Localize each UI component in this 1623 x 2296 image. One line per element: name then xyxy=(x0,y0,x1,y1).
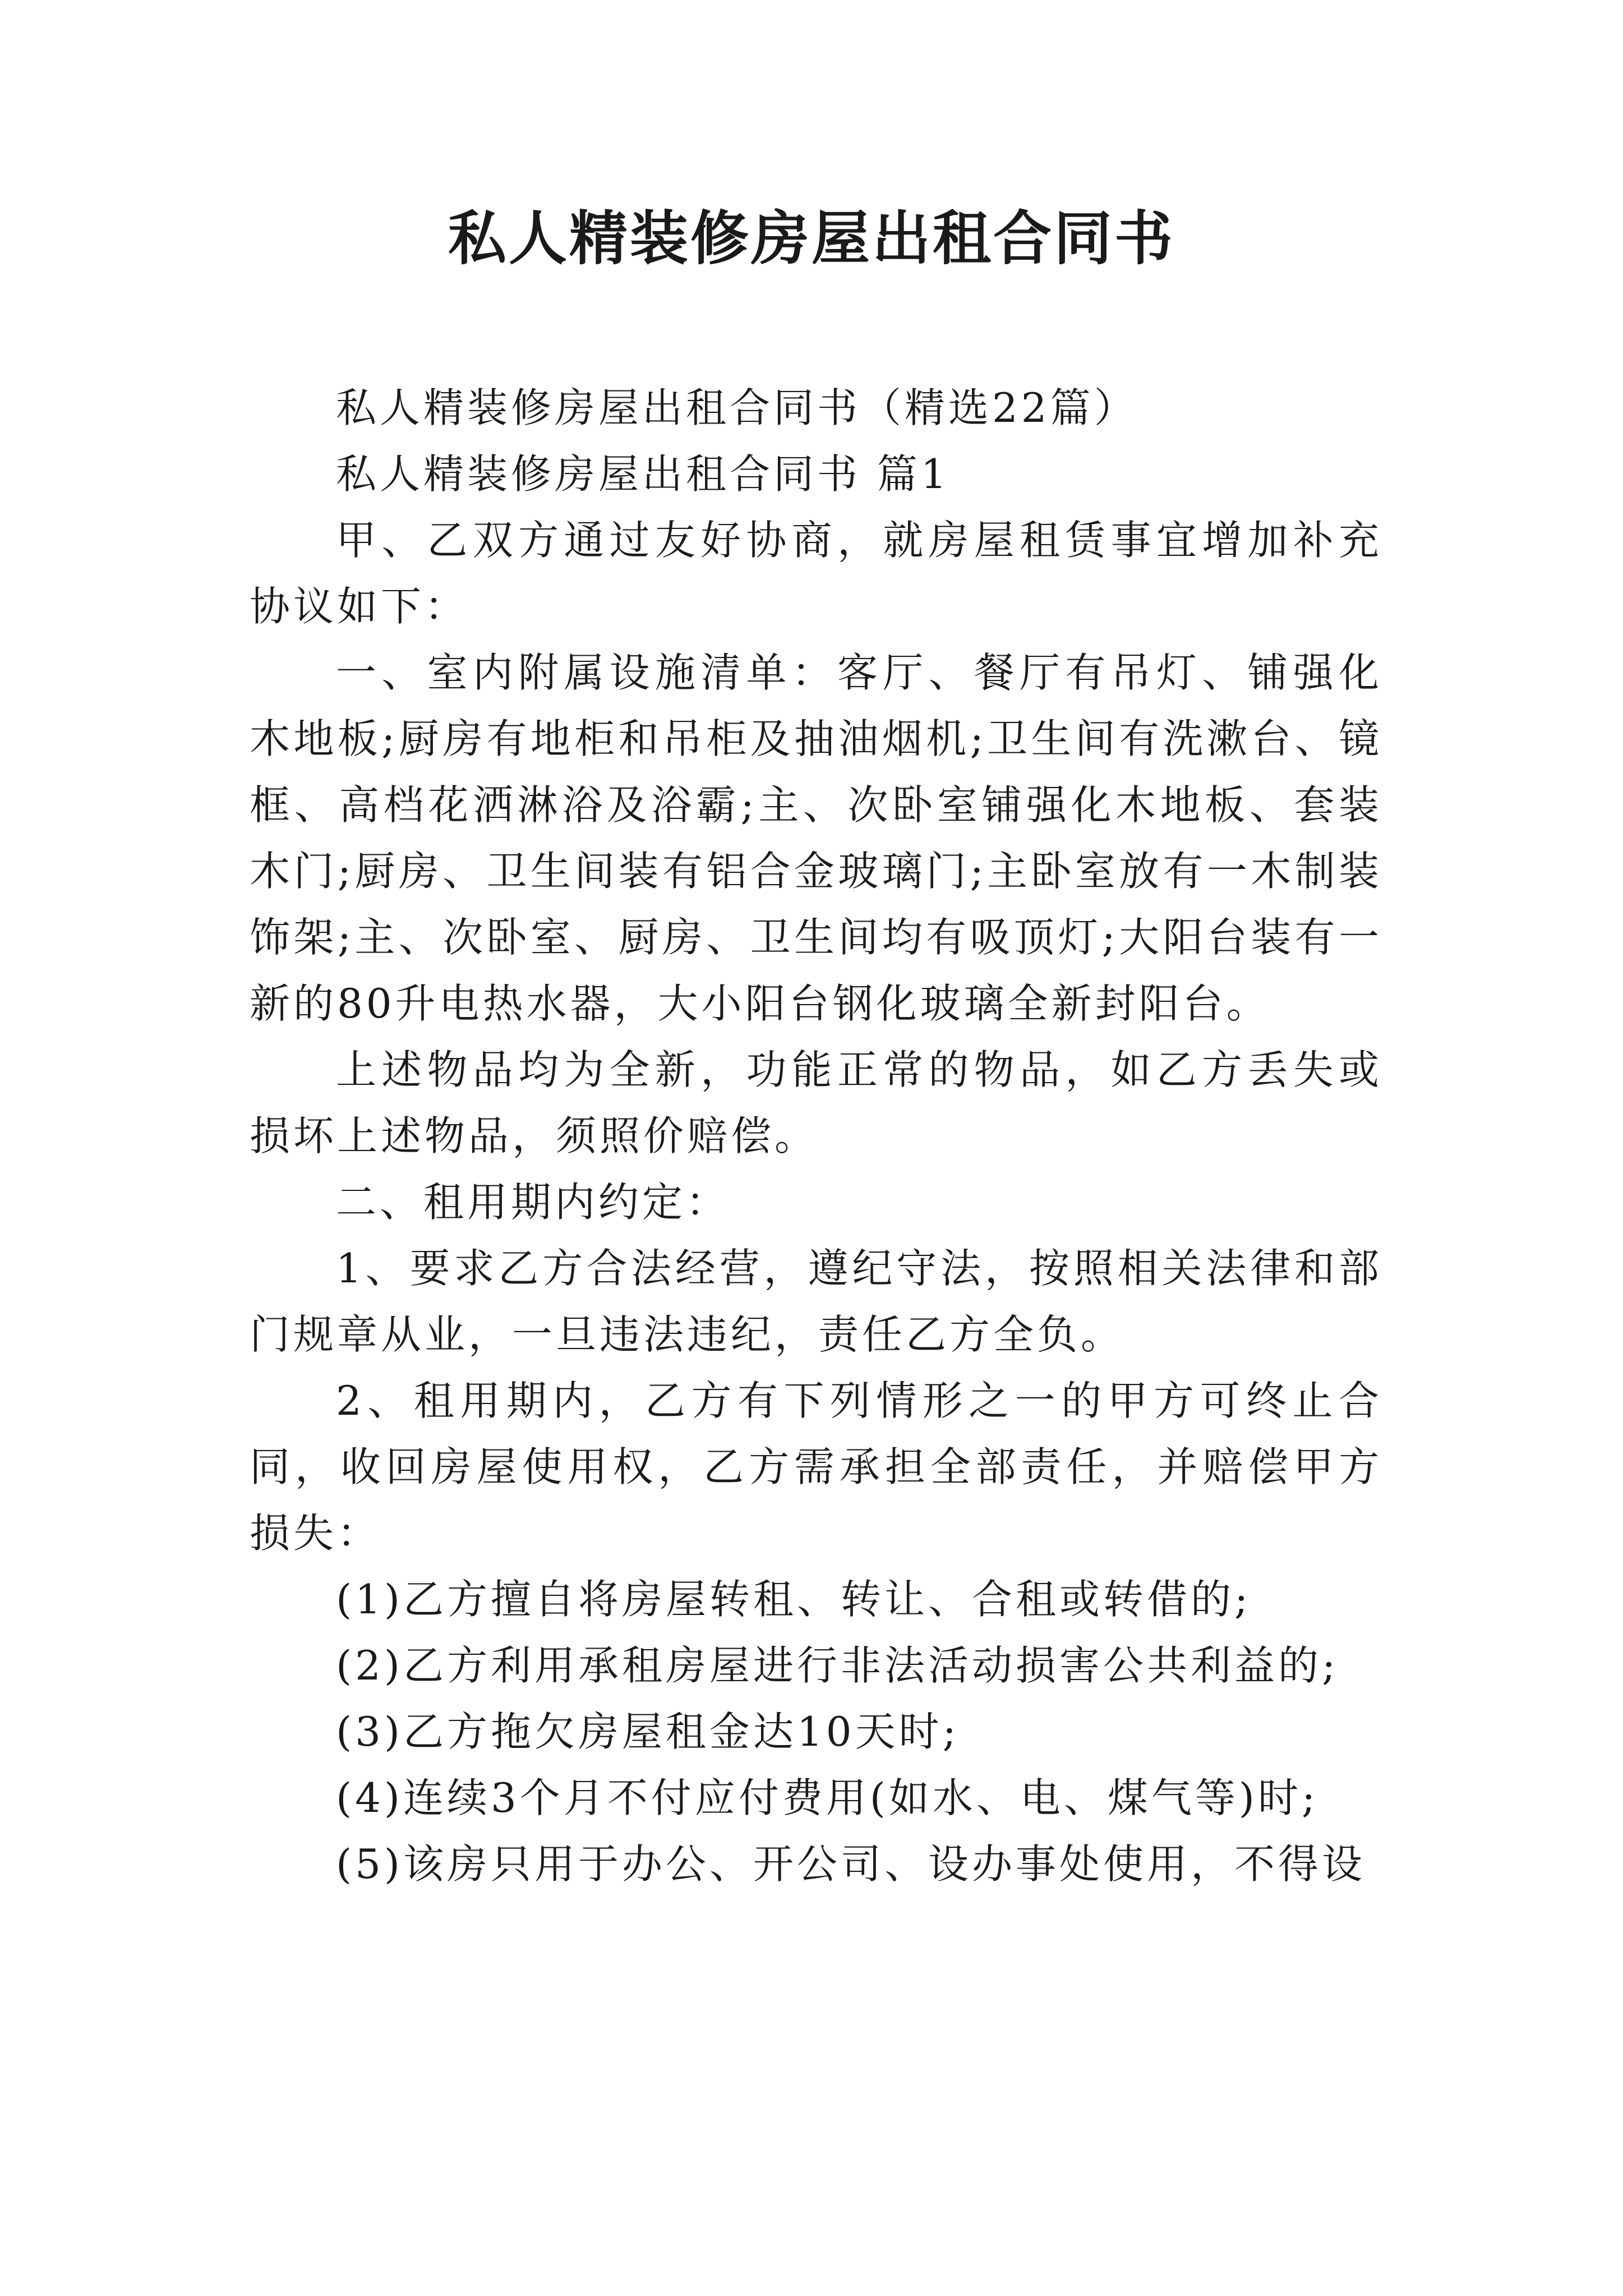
document-title: 私人精装修房屋出租合同书 xyxy=(448,204,1175,273)
paragraph-item-1: (1)乙方擅自将房屋转租、转让、合租或转借的; xyxy=(336,1576,1252,1623)
paragraph-item-2: (2)乙方利用承租房屋进行非法活动损害公共利益的; xyxy=(336,1642,1339,1689)
paragraph-item-4: (4)连续3个月不付应付费用(如水、电、煤气等)时; xyxy=(336,1774,1319,1821)
paragraph-clause-1: 1、要求乙方合法经营，遵纪守法，按照相关法律和部门规章从业，一旦违法违纪，责任乙方全负。 xyxy=(250,1245,1382,1358)
paragraph-intro: 甲、乙双方通过友好协商，就房屋租赁事宜增加补充协议如下： xyxy=(250,517,1382,630)
paragraph-facilities-list: 一、室内附属设施清单：客厅、餐厅有吊灯、铺强化木地板;厨房有地柜和吊柜及抽油烟机;卫生间有洗漱台、镜框、高档花洒淋浴及浴霸;主、次卧室铺强化木地板、套装木门;厨房、卫生间装有铝合金玻璃门;主卧室放有一木制装饰架;主、次卧室、厨房、卫生间均有吸顶灯;大阳台装有一新的80升电热水器，大小阳台钢化玻璃全新封阳台。 xyxy=(250,649,1382,1027)
paragraph-clause-2: 2、租用期内，乙方有下列情形之一的甲方可终止合同，收回房屋使用权，乙方需承担全部责任，并赔偿甲方损失： xyxy=(250,1377,1382,1557)
paragraph-clause-heading: 二、租用期内约定： xyxy=(336,1179,730,1226)
paragraph-compensation: 上述物品均为全新，功能正常的物品，如乙方丢失或损坏上述物品，须照价赔偿。 xyxy=(250,1046,1382,1159)
paragraph-subtitle: 私人精装修房屋出租合同书（精选22篇） xyxy=(336,384,1138,431)
paragraph-item-5: (5)该房只用于办公、开公司、设办事处使用，不得设 xyxy=(336,1841,1366,1888)
document-body xyxy=(250,375,1382,1897)
paragraph-section-heading: 私人精装修房屋出租合同书 篇1 xyxy=(336,450,950,498)
paragraph-item-3: (3)乙方拖欠房屋租金达10天时; xyxy=(336,1708,960,1755)
